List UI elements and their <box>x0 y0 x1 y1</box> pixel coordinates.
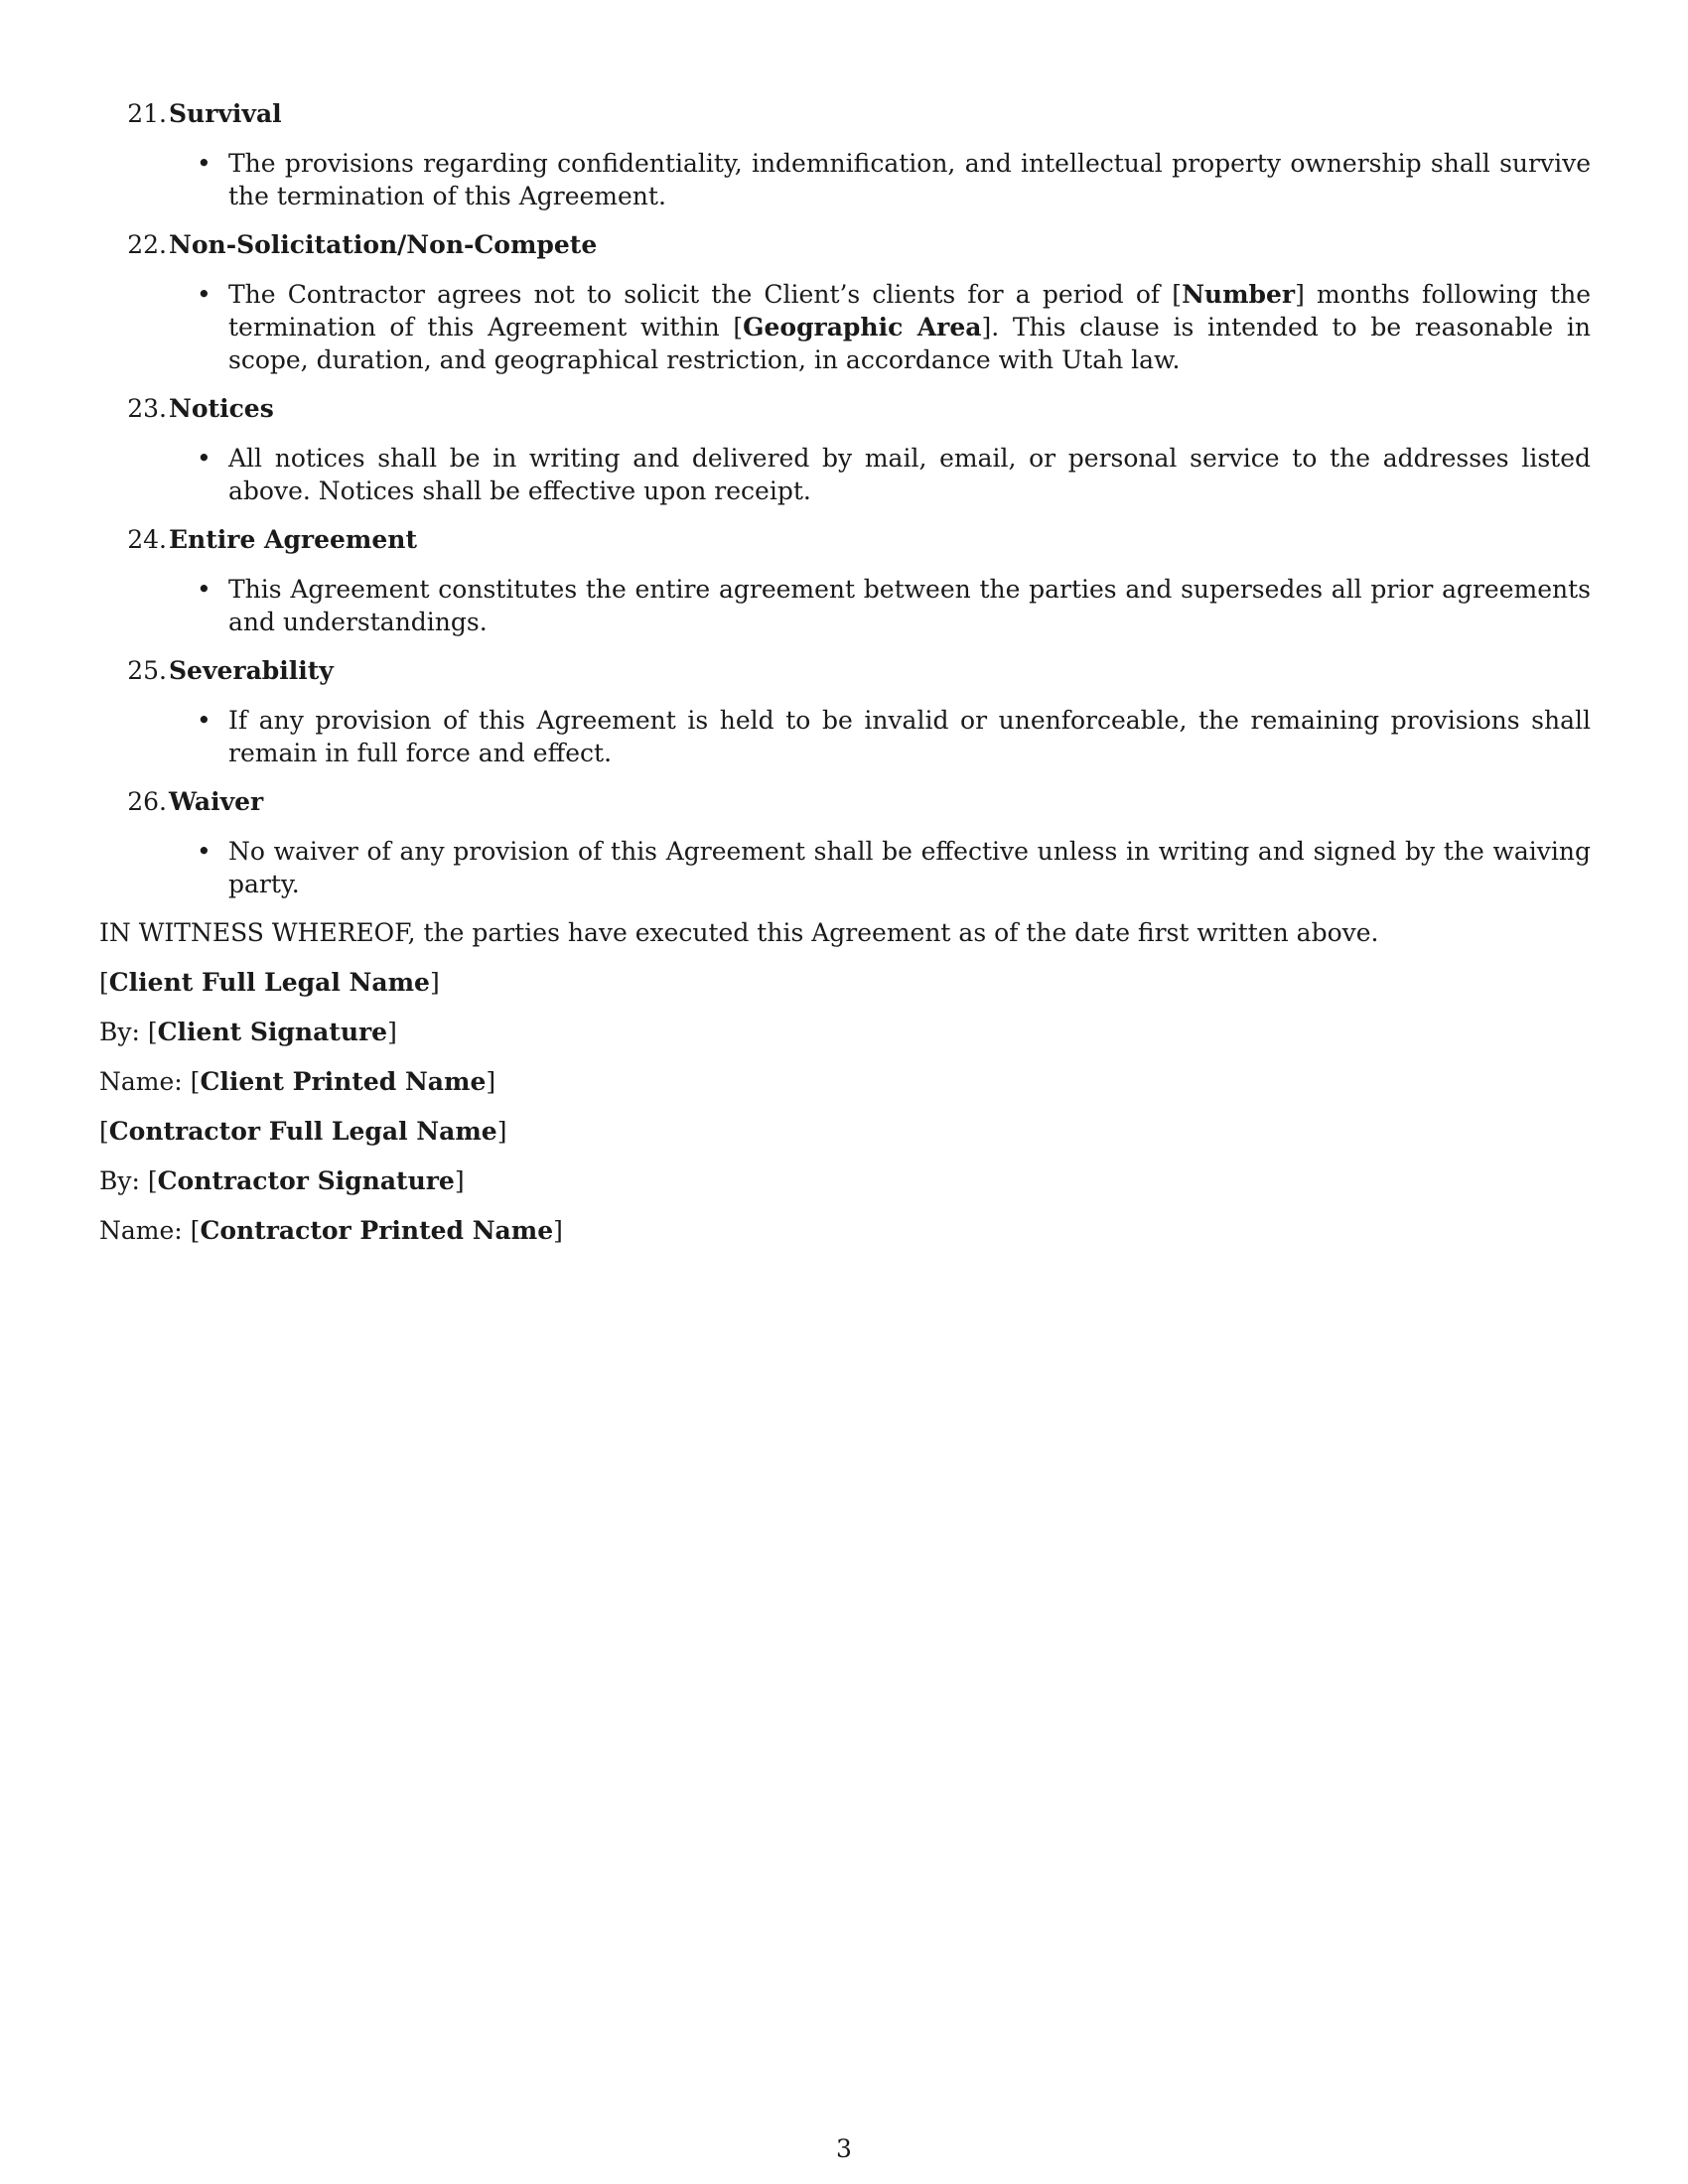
clause-text: No waiver of any provision of this Agreement shall be effective unless in writing and signed by the waiving party. <box>228 837 1591 898</box>
by-label: By: <box>99 1166 140 1195</box>
page-number: 3 <box>836 2134 852 2163</box>
list-item <box>197 704 1591 769</box>
bullet-icon: • <box>197 149 211 178</box>
bullet-icon: • <box>197 837 211 866</box>
name-label: Name: <box>99 1067 183 1096</box>
client-printed-name-line: Name: [Client Printed Name] <box>99 1067 496 1096</box>
placeholder-contractor-legal-name: Contractor Full Legal Name <box>108 1117 497 1146</box>
clause-text <box>228 278 1591 376</box>
section-title: Waiver <box>169 787 264 816</box>
section-number: 24. <box>127 525 167 554</box>
list-item <box>197 147 1591 212</box>
placeholder-contractor-printed-name: Contractor Printed Name <box>200 1216 554 1245</box>
witness-statement: IN WITNESS WHEREOF, the parties have executed this Agreement as of the date first written above. <box>99 918 1379 947</box>
placeholder-number: Number <box>1182 280 1296 309</box>
section-number: 25. <box>127 656 167 685</box>
clause-text: If any provision of this Agreement is held to be invalid or unenforceable, the remaining provisions shall remain in full force and effect. <box>228 706 1591 767</box>
section-number: 26. <box>127 787 167 816</box>
section-notices <box>99 392 1591 507</box>
section-heading <box>99 785 1591 818</box>
list-item <box>197 278 1591 376</box>
section-waiver <box>99 785 1591 900</box>
bullet-icon: • <box>197 575 211 604</box>
section-number: 21. <box>127 99 167 128</box>
by-label: By: <box>99 1018 140 1046</box>
placeholder-client-printed-name: Client Printed Name <box>200 1067 487 1096</box>
section-severability <box>99 654 1591 769</box>
clause-text-part: ] months following the termination of this Agreement within [ <box>228 280 1591 341</box>
section-entire-agreement <box>99 523 1591 638</box>
placeholder-client-legal-name: Client Full Legal Name <box>108 968 430 997</box>
bullet-icon: • <box>197 706 211 735</box>
bullet-icon: • <box>197 280 211 309</box>
section-heading <box>99 228 1591 261</box>
section-heading <box>99 97 1591 130</box>
section-title: Notices <box>169 394 274 423</box>
section-heading <box>99 392 1591 425</box>
section-heading <box>99 523 1591 556</box>
section-title: Severability <box>169 656 334 685</box>
section-survival <box>99 97 1591 212</box>
name-label: Name: <box>99 1216 183 1245</box>
list-item <box>197 835 1591 900</box>
clause-text: This Agreement constitutes the entire agreement between the parties and supersedes all prior agreements and understandings. <box>228 575 1591 636</box>
placeholder-geographic-area: Geographic Area <box>743 313 982 341</box>
section-heading <box>99 654 1591 687</box>
placeholder-client-signature: Client Signature <box>157 1018 388 1046</box>
contractor-printed-name-line: Name: [Contractor Printed Name] <box>99 1216 563 1245</box>
contractor-legal-name: [Contractor Full Legal Name] <box>99 1117 507 1146</box>
contractor-signature-line: By: [Contractor Signature] <box>99 1166 465 1195</box>
clause-text: All notices shall be in writing and delivered by mail, email, or personal service to the addresses listed above. Notices shall be effective upon receipt. <box>228 444 1591 505</box>
document-page <box>99 97 1591 1264</box>
section-title: Survival <box>169 99 282 128</box>
clause-text-part: ]. This clause is intended to be reasonable in scope, duration, and geographical restriction, in accordance with Utah law. <box>228 313 1591 374</box>
client-legal-name: [Client Full Legal Name] <box>99 968 440 997</box>
section-number: 23. <box>127 394 167 423</box>
clause-text-part: The Contractor agrees not to solicit the Client’s clients for a period of [ <box>228 280 1183 309</box>
client-signature-line: By: [Client Signature] <box>99 1018 397 1046</box>
clause-text: The provisions regarding confidentiality, indemnification, and intellectual property ownership shall survive the termination of this Agreement. <box>228 149 1591 210</box>
list-item <box>197 442 1591 507</box>
placeholder-contractor-signature: Contractor Signature <box>157 1166 455 1195</box>
section-non-solicitation <box>99 228 1591 376</box>
section-title: Non-Solicitation/Non-Compete <box>169 230 598 259</box>
section-title: Entire Agreement <box>169 525 417 554</box>
section-number: 22. <box>127 230 167 259</box>
bullet-icon: • <box>197 444 211 473</box>
list-item <box>197 573 1591 638</box>
